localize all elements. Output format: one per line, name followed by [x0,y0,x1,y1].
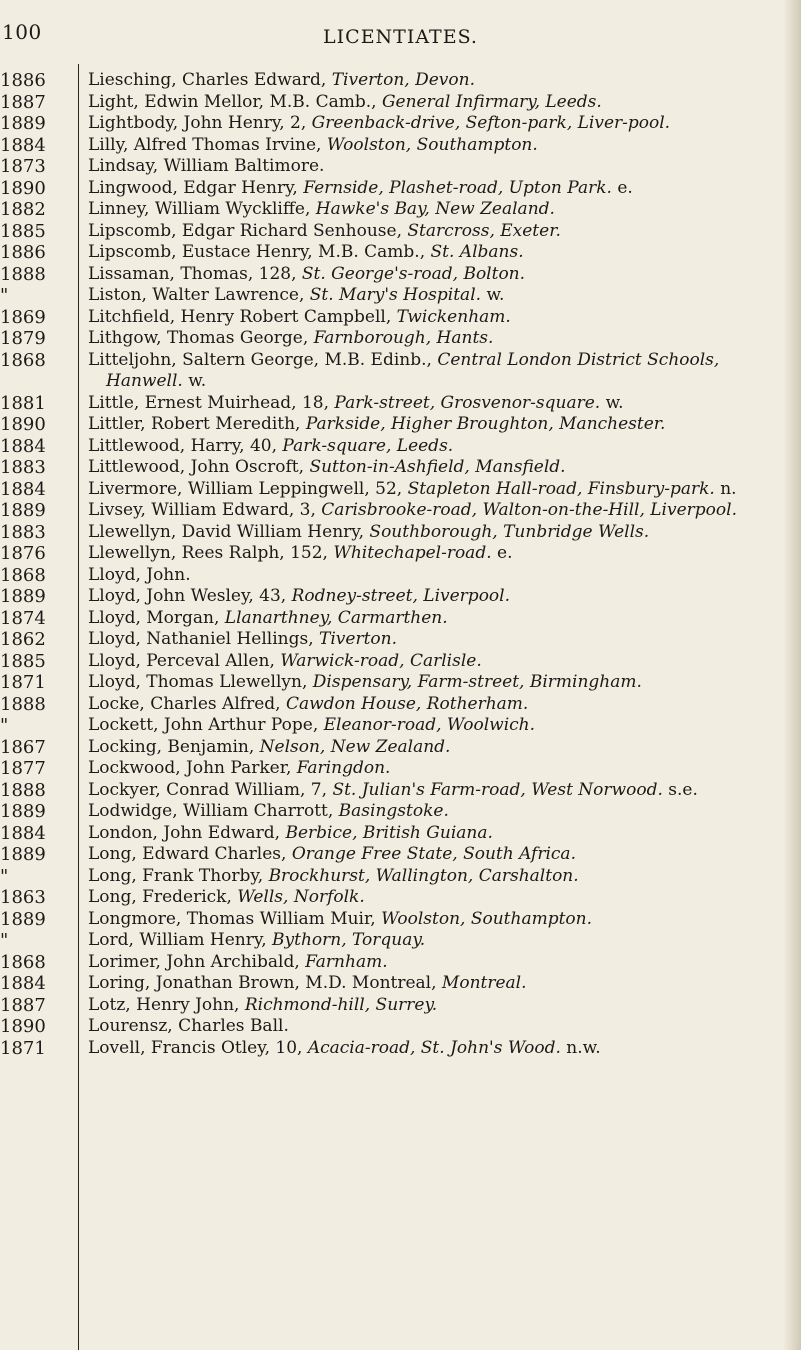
entry-year: 1890 [0,414,46,435]
entry-year: 1884 [0,973,46,994]
entry-year: 1889 [0,586,46,607]
entry-year: 1884 [0,134,46,156]
entry-year: " [0,715,9,736]
entry-name: Long, Frederick, [88,887,238,907]
entry-name: Linney, William Wyckliffe, [88,199,316,219]
entry-year: 1885 [0,220,46,242]
entry-row [0,393,790,415]
entry-year: 1876 [0,543,46,564]
entry-year: 1869 [0,306,46,328]
entry-text [88,887,786,909]
entry-text [88,479,786,501]
entry-address: Brockhurst, Wallington, Carshalton. [268,865,579,886]
entry-address: Acacia-road, St. John's Wood. [307,1037,561,1058]
entry-name: Liston, Walter Lawrence, [88,285,310,305]
entry-address: St. Mary's Hospital. [309,285,482,305]
entry-text [88,178,786,200]
entry-name: Lockyer, Conrad William, 7, [88,779,333,800]
page-number: 100 [2,20,42,44]
entry-name: Lloyd, John. [88,564,191,585]
entry-name: Livermore, William Leppingwell, 52, [88,478,408,499]
entry-name: Lipscomb, Eustace Henry, M.B. Camb., [88,242,431,262]
entry-text [88,758,786,780]
entry-text [88,844,786,866]
entry-row [0,801,790,823]
entry-name: Liesching, Charles Edward, [88,70,332,90]
entry-name: Lissaman, Thomas, 128, [88,263,302,284]
entry-address: St. Julian's Farm-road, West Norwood. [332,779,663,800]
entry-year: 1873 [0,156,46,177]
entry-name: Little, Ernest Muirhead, 18, [88,392,335,413]
entry-name: Litchfield, Henry Robert Campbell, [88,306,397,327]
entry-name: Lourensz, Charles Ball. [88,1016,289,1036]
entry-name: Lightbody, John Henry, 2, [88,113,312,133]
entry-year: 1867 [0,736,46,758]
entry-year: 1885 [0,650,46,672]
entry-text [88,328,786,350]
entry-row [0,457,790,479]
entry-year: 1888 [0,263,46,285]
entry-row [0,586,790,608]
entry-address: Tiverton. [319,629,398,649]
entry-text [88,1038,786,1060]
entry-row [0,156,790,178]
entry-year: 1887 [0,994,46,1016]
entry-name: London, John Edward, [88,822,286,843]
entry-year: 1868 [0,951,46,973]
entry-name: Llewellyn, David William Henry, [88,521,370,542]
entry-row [0,909,790,931]
entry-text [88,113,786,135]
entry-row [0,930,790,952]
entry-text [88,350,786,393]
entry-text [88,930,786,952]
entry-text [88,608,786,630]
entry-address: Bythorn, Torquay. [272,930,426,950]
entry-row [0,608,790,630]
entry-year: 1882 [0,199,46,220]
entry-text [88,500,786,522]
entry-row [0,522,790,544]
entry-address: Eleanor-road, Woolwich. [323,715,536,735]
entry-text [88,973,786,995]
entry-year: 1887 [0,91,46,113]
entry-year: 1868 [0,349,46,371]
entry-address: Parkside, Higher Broughton, Manchester. [305,414,666,434]
entry-address: Llanarthney, Carmarthen. [224,607,448,628]
entry-row [0,780,790,802]
entry-address: Park-street, Grosvenor-square. [334,392,601,413]
entry-address: Fernside, Plashet-road, Upton Park. [303,177,612,198]
entry-district: n. [714,478,737,499]
entry-text [88,285,786,307]
entry-text [88,242,786,264]
entry-address: General Infirmary, Leeds. [381,91,602,112]
entry-district: w. [481,285,505,305]
licentiate-list [0,70,790,1059]
entry-address: Rodney-street, Liverpool. [291,586,511,606]
entry-year: 1884 [0,435,46,457]
entry-address: Dispensary, Farm-street, Birmingham. [312,672,642,692]
entry-year: 1877 [0,758,46,779]
entry-name: Lloyd, Thomas Llewellyn, [88,672,313,692]
entry-year: 1881 [0,392,46,414]
entry-row [0,737,790,759]
entry-text [88,543,786,565]
entry-year: 1889 [0,801,46,822]
entry-year: 1884 [0,478,46,500]
entry-text [88,156,786,178]
entry-name: Littlewood, John Oscroft, [88,457,310,477]
entry-row [0,543,790,565]
entry-text [88,586,786,608]
entry-address: Berbice, British Guiana. [285,822,493,843]
entry-year: 1863 [0,887,46,908]
entry-text [88,801,786,823]
entry-district: e. [611,177,633,198]
entry-row [0,436,790,458]
entry-name: Loring, Jonathan Brown, M.D. Montreal, [88,973,442,993]
entry-year: 1889 [0,113,46,134]
entry-name: Lodwidge, William Charrott, [88,801,339,821]
entry-name: Locking, Benjamin, [88,736,260,757]
entry-name: Llewellyn, Rees Ralph, 152, [88,543,334,563]
entry-year: 1883 [0,521,46,543]
entry-name: Lord, William Henry, [88,930,273,950]
entry-name: Locke, Charles Alfred, [88,693,286,714]
entry-year: 1862 [0,629,46,650]
entry-text [88,694,786,716]
entry-year: 1889 [0,844,46,865]
entry-row [0,242,790,264]
entry-row [0,672,790,694]
entry-row [0,479,790,501]
entry-address: Stapleton Hall-road, Finsbury-park. [407,478,715,499]
entry-name: Light, Edwin Mellor, M.B. Camb., [88,91,382,112]
entry-text [88,995,786,1017]
entry-name: Lipscomb, Edgar Richard Senhouse, [88,220,408,241]
entry-text [88,70,786,92]
entry-text [88,92,786,114]
entry-name: Lloyd, Perceval Allen, [88,650,281,671]
entry-text [88,264,786,286]
entry-address: St. George's-road, Bolton. [301,263,526,284]
entry-row [0,866,790,888]
entry-name: Longmore, Thomas William Muir, [88,908,382,929]
entry-row [0,70,790,92]
entry-address: Central London District Schools, Hanwell. [106,349,720,391]
entry-address: Farnham. [305,951,388,972]
entry-row [0,629,790,651]
entry-address: Greenback-drive, Sefton-park, Liver-pool. [311,113,671,133]
entry-row [0,973,790,995]
entry-text [88,393,786,415]
entry-row [0,264,790,286]
entry-address: Sutton-in-Ashfield, Mansfield. [309,457,566,477]
entry-row [0,328,790,350]
entry-year: 1886 [0,242,46,263]
entry-year: 1888 [0,779,46,801]
entry-address: Warwick-road, Carlisle. [280,650,482,671]
entry-name: Lilly, Alfred Thomas Irvine, [88,134,327,155]
entry-address: Farnborough, Hants. [313,328,494,348]
entry-address: St. Albans. [430,242,524,262]
entry-year: 1874 [0,607,46,629]
entry-text [88,522,786,544]
entry-address: Park-square, Leeds. [282,435,454,456]
entry-address: Nelson, New Zealand. [259,736,451,757]
entry-text [88,414,786,436]
entry-address: Montreal. [441,973,527,993]
entry-row [0,307,790,329]
entry-row [0,113,790,135]
entry-year: 1871 [0,672,46,693]
entry-name: Livsey, William Edward, 3, [88,500,322,520]
entry-text [88,565,786,587]
entry-text [88,672,786,694]
entry-row [0,995,790,1017]
entry-row [0,1038,790,1060]
entry-name: Lovell, Francis Otley, 10, [88,1037,308,1058]
entry-year: 1888 [0,693,46,715]
entry-address: Whitechapel-road. [333,543,492,563]
entry-address: Faringdon. [296,758,391,778]
entry-row [0,823,790,845]
entry-year: 1884 [0,822,46,844]
entry-name: Littler, Robert Meredith, [88,414,306,434]
entry-name: Lockett, John Arthur Pope, [88,715,324,735]
entry-district: w. [600,392,624,413]
entry-address: Twickenham. [396,306,511,327]
entry-address: Richmond-hill, Surrey. [244,994,438,1015]
entry-name: Lorimer, John Archibald, [88,951,306,972]
entry-text [88,866,786,888]
entry-name: Lloyd, Nathaniel Hellings, [88,629,320,649]
entry-address: Wells, Norfolk. [237,887,365,907]
entry-name: Lloyd, Morgan, [88,607,225,628]
entry-year: " [0,865,9,887]
entry-address: Tiverton, Devon. [331,70,475,90]
entry-year: 1890 [0,1016,46,1037]
entry-address: Woolston, Southampton. [326,134,538,155]
entry-address: Hawke's Bay, New Zealand. [315,199,555,219]
entry-year: 1868 [0,564,46,586]
entry-text [88,780,786,802]
entry-row [0,887,790,909]
entry-row [0,92,790,114]
entry-row [0,135,790,157]
entry-text [88,457,786,479]
entry-name: Littlewood, Harry, 40, [88,435,283,456]
running-title: LICENTIATES. [323,26,478,48]
entry-district: s.e. [662,779,698,800]
entry-row [0,651,790,673]
entry-year: 1889 [0,500,46,521]
entry-address: Basingstoke. [338,801,449,821]
entry-year: 1883 [0,457,46,478]
entry-row [0,199,790,221]
entry-address: Carisbrooke-road, Walton-on-the-Hill, Liverpool. [321,500,737,520]
entry-text [88,199,786,221]
entry-row [0,715,790,737]
entry-row [0,694,790,716]
entry-row [0,952,790,974]
entry-row [0,414,790,436]
entry-address: Woolston, Southampton. [381,908,593,929]
entry-district: n.w. [560,1037,601,1058]
entry-text [88,737,786,759]
entry-year: " [0,285,9,306]
entry-text [88,135,786,157]
entry-address: Southborough, Tunbridge Wells. [369,521,650,542]
entry-text [88,909,786,931]
entry-year: 1890 [0,177,46,199]
entry-text [88,823,786,845]
entry-row [0,1016,790,1038]
entry-name: Lloyd, John Wesley, 43, [88,586,292,606]
entry-name: Lotz, Henry John, [88,994,245,1015]
entry-row [0,500,790,522]
entry-district: w. [182,371,207,391]
entry-name: Litteljohn, Saltern George, M.B. Edinb., [88,349,438,370]
entry-address: Starcross, Exeter. [407,220,561,241]
entry-text [88,307,786,329]
entry-row [0,350,790,393]
entry-text [88,952,786,974]
entry-address: Cawdon House, Rotherham. [285,693,529,714]
entry-name: Long, Edward Charles, [88,844,292,864]
entry-row [0,285,790,307]
entry-year: " [0,930,9,951]
entry-row [0,565,790,587]
entry-address: Orange Free State, South Africa. [291,844,576,864]
entry-text [88,221,786,243]
entry-year: 1871 [0,1037,46,1059]
entry-year: 1889 [0,908,46,930]
entry-text [88,629,786,651]
entry-district: e. [491,543,513,563]
entry-row [0,221,790,243]
entry-text [88,1016,786,1038]
entry-name: Lingwood, Edgar Henry, [88,177,304,198]
entry-text [88,651,786,673]
entry-text [88,436,786,458]
entry-name: Long, Frank Thorby, [88,865,269,886]
entry-year: 1886 [0,70,46,91]
entry-year: 1879 [0,328,46,349]
entry-row [0,178,790,200]
entry-row [0,758,790,780]
entry-row [0,844,790,866]
entry-text [88,715,786,737]
entry-name: Lockwood, John Parker, [88,758,297,778]
entry-name: Lithgow, Thomas George, [88,328,314,348]
entry-name: Lindsay, William Baltimore. [88,156,325,176]
